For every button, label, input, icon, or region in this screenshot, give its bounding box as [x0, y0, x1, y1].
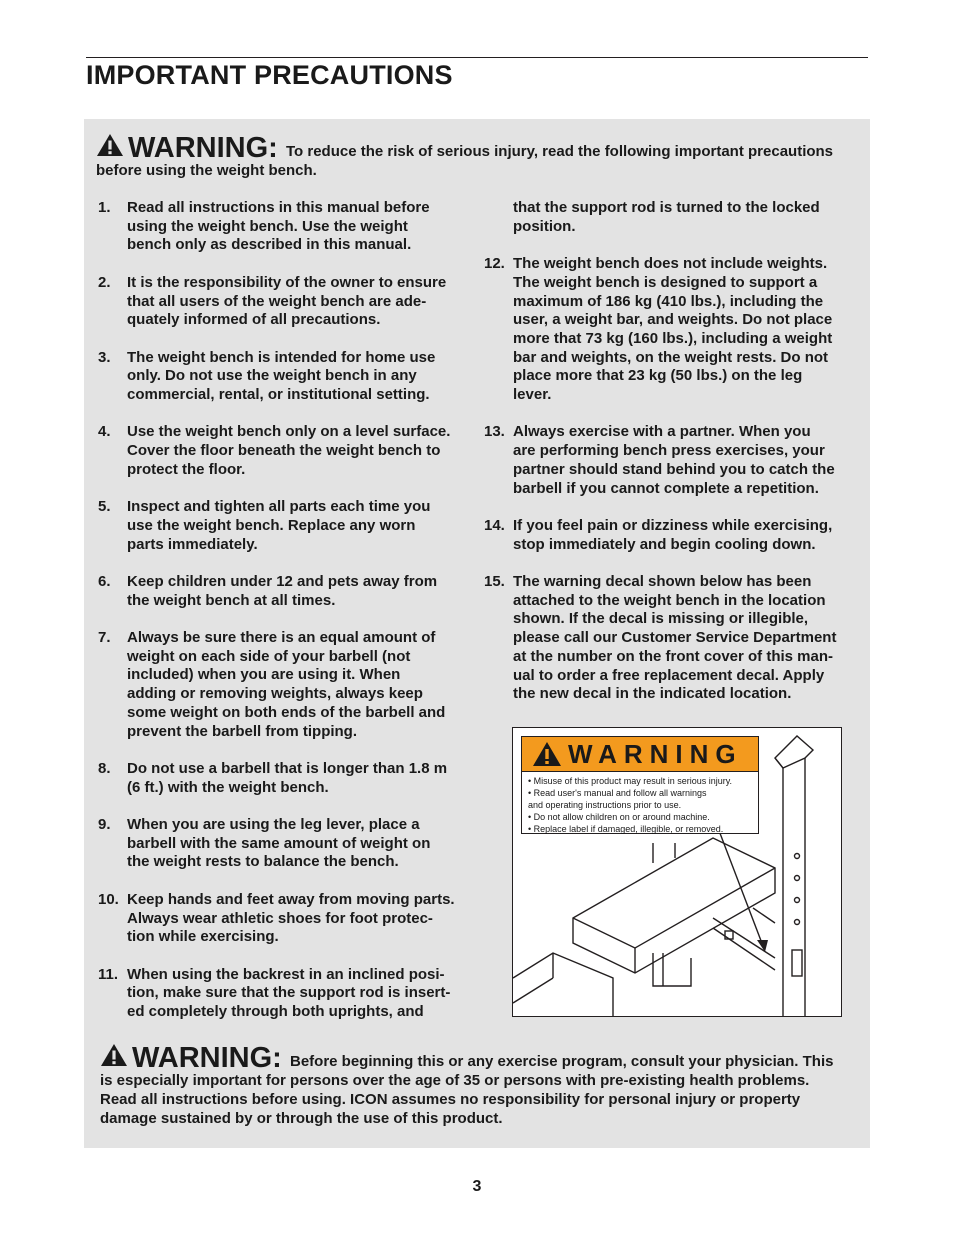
precaution-number: 10.	[98, 890, 119, 908]
precaution-number: 3.	[98, 348, 111, 366]
precaution-text: The weight bench does not include weights. The weight bench is designed to support a maximum of 186 kg (410 lbs.), including the user, a weight bar, and weights. Do not place more that 73 kg (160 lbs.), including a weight bar and weights, on the weight rests. Do not place more that 23 kg (50 lbs.) on the leg lever.	[513, 255, 833, 404]
precaution-number: 11.	[98, 965, 119, 983]
precaution-item	[98, 423, 470, 479]
page-number: 3	[472, 1178, 482, 1195]
precaution-number: 14.	[484, 516, 505, 534]
precaution-text: Use the weight bench only on a level surface. Cover the floor beneath the weight bench to protect the floor.	[127, 423, 451, 478]
item-11-continued: that the support rod is turned to the locked position.	[513, 199, 820, 235]
precaution-item	[98, 629, 470, 741]
decal-header	[522, 737, 758, 772]
warning-top	[96, 133, 866, 180]
precaution-number: 5.	[98, 498, 111, 516]
precaution-number: 13.	[484, 423, 505, 441]
precaution-item	[98, 760, 470, 797]
warning-text: To reduce the risk of serious injury, read the following important precautions	[286, 143, 834, 160]
warning-text-line2: before using the weight bench.	[96, 162, 317, 179]
precaution-item	[98, 199, 470, 255]
warning-triangle-icon	[96, 133, 124, 157]
warning-text: Before beginning this or any exercise program, consult your physician. This	[290, 1053, 834, 1070]
precaution-item	[98, 573, 470, 610]
decal-text: • Misuse of this product may result in serious injury. • Read user's manual and follow all warnings and operating instructions prior to use. • Do not allow children on or around machine. • Replace label if damaged, illegible, or removed.	[528, 776, 733, 834]
precaution-number: 1.	[98, 199, 111, 216]
warning-bottom	[100, 1043, 870, 1128]
precaution-item	[484, 423, 856, 498]
precaution-text: When you are using the leg lever, place a barbell with the same amount of weight on the weight rests to balance the bench.	[127, 816, 431, 871]
precaution-number: 12.	[484, 255, 505, 273]
precaution-text: Inspect and tighten all parts each time you use the weight bench. Replace any worn parts immediately.	[127, 498, 431, 553]
precaution-number: 7.	[98, 629, 111, 647]
precaution-text: If you feel pain or dizziness while exercising, stop immediately and begin cooling down.	[513, 516, 833, 553]
precaution-text: The weight bench is intended for home use only. Do not use the weight bench in any commercial, rental, or institutional setting.	[127, 348, 436, 403]
precaution-item	[98, 349, 470, 405]
precaution-item	[98, 966, 470, 1022]
precaution-text: The warning decal shown below has been attached to the weight bench in the location shown. If the decal is missing or illegible, please call our Customer Service Department at the number on the front cover of this man- ual to order a free replacement decal. Apply the new decal in the indicated location.	[513, 573, 837, 703]
precaution-number: 2.	[98, 273, 111, 291]
warning-decal	[521, 736, 759, 834]
page-title: IMPORTANT PRECAUTIONS	[86, 60, 453, 90]
precaution-number: 9.	[98, 816, 111, 834]
precaution-text: Read all instructions in this manual before using the weight bench. Use the weight bench only as described in this manual.	[127, 199, 430, 254]
precaution-item	[98, 498, 470, 554]
precautions-panel	[84, 119, 870, 1148]
precaution-number: 4.	[98, 423, 111, 441]
precautions-right-column	[484, 199, 856, 723]
precaution-text: Keep hands and feet away from moving parts. Always wear athletic shoes for foot protec- tion while exercising.	[127, 890, 455, 946]
warning-label: WARNING:	[132, 1042, 282, 1074]
precaution-text: Do not use a barbell that is longer than 1.8 m (6 ft.) with the weight bench.	[127, 759, 448, 796]
decal-title: WARNING	[568, 738, 743, 769]
precaution-text: Always exercise with a partner. When you are performing bench press exercises, your partner should stand behind you to catch the barbell if you cannot complete a repetition.	[513, 423, 835, 497]
precaution-text: Always be sure there is an equal amount of weight on each side of your barbell (not included) when you are using it. When adding or removing weights, always keep some weight on both ends of the barbell and prevent the barbell from tipping.	[127, 629, 446, 740]
precaution-number: 15.	[484, 573, 505, 590]
warning-text-rest: is especially important for persons over the age of 35 or persons with pre-existing health problems. Read all instructions before using. ICON assumes no responsibility for personal injury or property damage sustained by or through the use of this product.	[100, 1072, 810, 1127]
warning-label: WARNING:	[128, 132, 278, 164]
precaution-item	[98, 816, 470, 872]
precaution-item	[98, 891, 470, 947]
precaution-item	[98, 274, 470, 330]
precaution-item	[484, 255, 856, 405]
bench-decal-illustration	[512, 727, 842, 1017]
decal-warning-triangle-icon	[532, 741, 562, 767]
precaution-number: 8.	[98, 759, 111, 777]
precaution-item	[484, 517, 856, 554]
precaution-text: Keep children under 12 and pets away from the weight bench at all times.	[127, 572, 438, 609]
top-rule	[86, 57, 868, 58]
precaution-text: When using the backrest in an inclined posi- tion, make sure that the support rod is insert- ed completely through both uprights, and	[127, 965, 451, 1021]
precaution-number: 6.	[98, 572, 111, 590]
warning-triangle-icon	[100, 1043, 128, 1067]
precaution-item	[484, 573, 856, 704]
precaution-text: It is the responsibility of the owner to ensure that all users of the weight bench are ade- quately informed of all precautions.	[127, 273, 447, 329]
precautions-left-column	[98, 199, 470, 1040]
